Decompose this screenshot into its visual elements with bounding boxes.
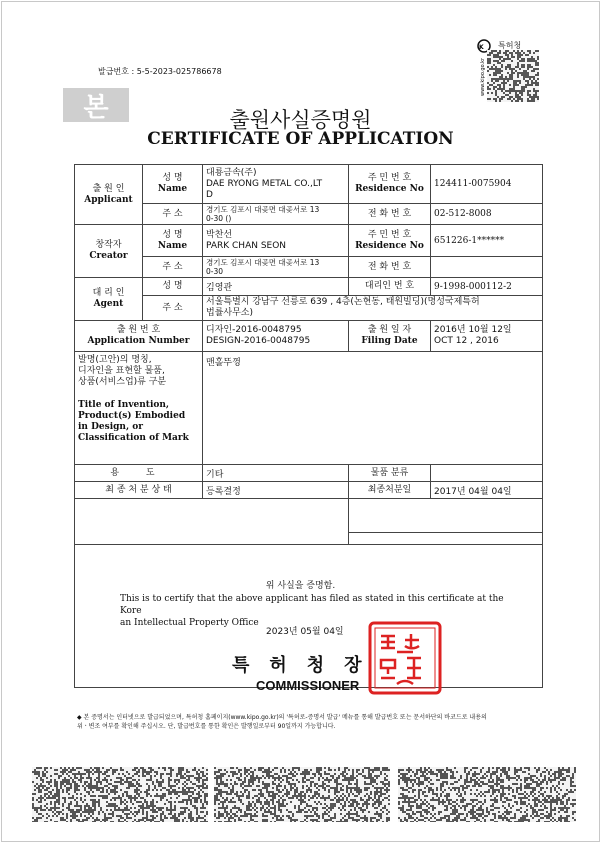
creator-name-label: 성 명 Name — [143, 225, 203, 257]
creator-address-label: 주 소 — [143, 257, 203, 278]
creator-label: 창작자 Creator — [75, 225, 143, 278]
issue-number: 발급번호 : 5-5-2023-025786678 — [98, 67, 222, 76]
title-section-value: 맨홀뚜껑 — [203, 352, 543, 465]
application-number: 디자인-2016-0048795 DESIGN-2016-0048795 — [203, 321, 349, 352]
final-status: 등록결정 — [203, 482, 349, 499]
filing-date-label: 출 원 일 자 Filing Date — [349, 321, 431, 352]
final-date-label: 최종처분일 — [349, 482, 431, 499]
creator-name: 박찬선 PARK CHAN SEON — [203, 225, 349, 257]
final-status-label: 최 종 처 분 상 태 — [75, 482, 203, 499]
creator-id-value: 651226-1****** — [431, 225, 543, 257]
applicant-label: 출 원 인 Applicant — [75, 165, 143, 225]
applicant-phone: 02-512-8008 — [431, 204, 543, 225]
applicant-name-label: 성 명 Name — [143, 165, 203, 204]
blank-cell — [75, 499, 349, 545]
applicant-id-value: 124411-0075904 — [431, 165, 543, 204]
title-section-label: 발명(고안)의 명칭, 디자인을 표현할 물품, 상품(서비스업)류 구분 Title of Invention, Product(s) Embodied in Design, or Classification of Mark — [75, 352, 203, 465]
footnote: ◆ 본 증명서는 인터넷으로 발급되었으며, 특허청 홈페이지(www.kipo.go.kr)의 '특허로-증명서 발급' 메뉴를 통해 발급번호 또는 문서하단의 바코드로 내용의 위ㆍ변조 여부를 확인해 주십시오. 단, 발급번호를 통한 확인은 발행일로부터 90일까지 가능합니다. — [77, 714, 487, 730]
qr-code-icon — [487, 50, 539, 102]
creator-phone — [431, 257, 543, 278]
barcode-3-icon — [398, 767, 576, 822]
certify-korean: 위 사실을 증명함. — [265, 581, 336, 591]
filing-date: 2016년 10월 12일 OCT 12 , 2016 — [431, 321, 543, 352]
commissioner-korean: 특허청장 — [232, 655, 382, 676]
barcode-1-icon — [32, 767, 208, 822]
title-korean: 출원사실증명원 — [229, 108, 372, 132]
certify-english: This is to certify that the above applicant has filed as stated in this certificate at the Kore an Intellectual Property Office — [120, 594, 504, 628]
agent-name: 김영관 — [203, 278, 349, 296]
copy-stamp: 본 — [63, 88, 129, 122]
official-seal-icon — [367, 620, 443, 696]
applicant-address-label: 주 소 — [143, 204, 203, 225]
agent-name-label: 성 명 — [143, 278, 203, 296]
use-label: 용 도 — [75, 465, 203, 482]
agent-label: 대 리 인 Agent — [75, 278, 143, 321]
agent-number-label: 대리인 번 호 — [349, 278, 431, 296]
class-value — [431, 465, 543, 482]
barcode-2-icon — [214, 767, 390, 822]
svg-text:www.kipo.go.kr: www.kipo.go.kr — [480, 57, 486, 96]
title-english: CERTIFICATE OF APPLICATION — [147, 129, 454, 149]
applicant-phone-label: 전 화 번 호 — [349, 204, 431, 225]
applicant-address: 경기도 김포시 대곶면 대곶서로 13 0-30 () — [203, 204, 349, 225]
agent-number: 9-1998-000112-2 — [431, 278, 543, 296]
agent-address: 서울특별시 강남구 선릉로 639 , 4층(논현동, 태원빌딩)(명성국제특허 법률사무소) — [203, 296, 543, 321]
svg-text:K: K — [479, 44, 484, 51]
office-logo-text: 특허청 — [498, 41, 522, 50]
class-label: 물품 분류 — [349, 465, 431, 482]
blank-cell-lines — [349, 499, 543, 545]
application-number-label: 출 원 번 호 Application Number — [75, 321, 203, 352]
applicant-id-label: 주 민 번 호 Residence No — [349, 165, 431, 204]
creator-address: 경기도 김포시 대곶면 대곶서로 13 0-30 — [203, 257, 349, 278]
commissioner-english: COMMISSIONER — [256, 678, 360, 693]
final-date: 2017년 04월 04일 — [431, 482, 543, 499]
agent-address-label: 주 소 — [143, 296, 203, 321]
use-value: 기타 — [203, 465, 349, 482]
creator-phone-label: 전 화 번 호 — [349, 257, 431, 278]
applicant-name: 대룡금속(주) DAE RYONG METAL CO.,LT D — [203, 165, 349, 204]
certification-date: 2023년 05월 04일 — [266, 627, 344, 637]
creator-id-label: 주 민 번 호 Residence No — [349, 225, 431, 257]
